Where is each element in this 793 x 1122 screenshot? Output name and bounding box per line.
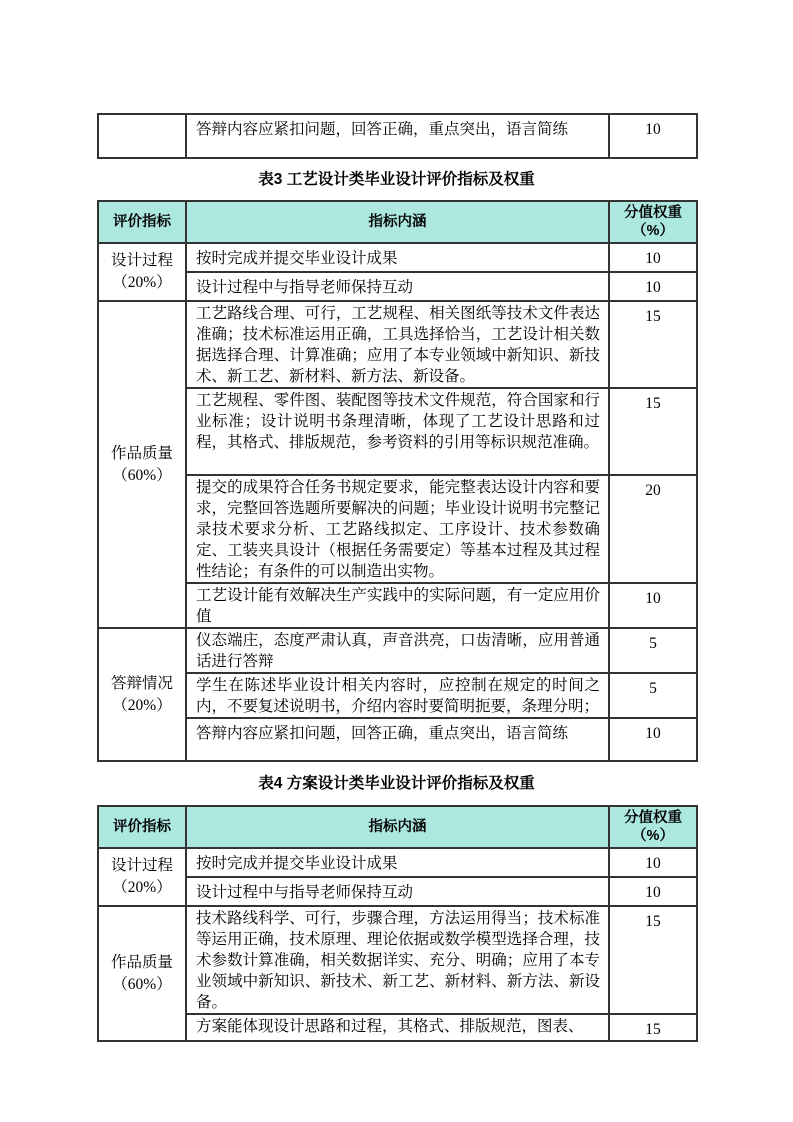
content-cell: 方案能体现设计思路和过程，其格式、排版规范，图表、 bbox=[186, 1014, 609, 1041]
content-cell: 工艺规程、零件图、装配图等技术文件规范，符合国家和行业标准；设计说明书条理清晰，体现了工艺设计思路和过程，其格式、排版规范，参考资料的引用等标识规范准确。 bbox=[186, 388, 609, 475]
table3-caption: 表3 工艺设计类毕业设计评价指标及权重 bbox=[258, 171, 535, 188]
group-label-work-quality bbox=[98, 906, 186, 1041]
content-cell: 学生在陈述毕业设计相关内容时，应控制在规定的时间之内，不要复述说明书，介绍内容时要简明扼要，条理分明； bbox=[186, 673, 609, 718]
weight-cell: 10 bbox=[609, 848, 697, 877]
header-content: 指标内涵 bbox=[186, 201, 609, 243]
content-cell: 答辩内容应紧扣问题，回答正确，重点突出，语言简练 bbox=[186, 718, 609, 761]
content-cell: 设计过程中与指导老师保持互动 bbox=[186, 877, 609, 906]
content-cell: 按时完成并提交毕业设计成果 bbox=[186, 848, 609, 877]
content-cell: 仪态端庄，态度严肃认真，声音洪亮，口齿清晰，应用普通话进行答辩 bbox=[186, 628, 609, 673]
weight-cell: 5 bbox=[609, 673, 697, 718]
content-cell: 技术路线科学、可行，步骤合理，方法运用得当；技术标准等运用正确，技术原理、理论依据或数学模型选择合理，技术参数计算准确，相关数据详实、充分、明确；应用了本专业领域中新知识、新技术、新工艺、新材料、新方法、新设备。 bbox=[186, 906, 609, 1014]
table-row bbox=[98, 906, 697, 1014]
table-row bbox=[98, 673, 697, 718]
header-weight bbox=[609, 201, 697, 243]
content-cell: 提交的成果符合任务书规定要求，能完整表达设计内容和要求，完整回答选题所要解决的问题；毕业设计说明书完整记录技术要求分析、工艺路线拟定、工序设计、技术参数确定、工装夹具设计（根据任务需要定）等基本过程及其过程性结论；有条件的可以制造出实物。 bbox=[186, 475, 609, 583]
table-row bbox=[98, 877, 697, 906]
group-label-work-quality bbox=[98, 301, 186, 628]
group-label-design-process bbox=[98, 848, 186, 906]
header-row bbox=[98, 201, 697, 243]
document-content bbox=[97, 113, 696, 1042]
weight-cell: 10 bbox=[609, 583, 697, 628]
header-indicator: 评价指标 bbox=[98, 806, 186, 848]
table-row bbox=[98, 1014, 697, 1041]
table-row bbox=[98, 243, 697, 272]
content-cell: 工艺路线合理、可行，工艺规程、相关图纸等技术文件表达准确；技术标准运用正确，工具选择恰当，工艺设计相关数据选择合理、计算准确；应用了本专业领域中新知识、新技术、新工艺、新材料、新方法、新设备。 bbox=[186, 301, 609, 388]
group-label-defense bbox=[98, 628, 186, 761]
table-row bbox=[98, 718, 697, 761]
indicator-cell-empty bbox=[98, 114, 186, 158]
weight-cell: 10 bbox=[609, 243, 697, 272]
group-label-percent: （20%） bbox=[112, 879, 172, 896]
group-label-percent: （60%） bbox=[112, 466, 172, 484]
weight-cell: 15 bbox=[609, 1014, 697, 1041]
weight-cell: 15 bbox=[609, 906, 697, 1014]
group-label-text: 设计过程 bbox=[110, 857, 173, 874]
header-weight bbox=[609, 806, 697, 848]
table-row bbox=[98, 114, 697, 158]
content-cell: 工艺设计能有效解决生产实践中的实际问题，有一定应用价值 bbox=[186, 583, 609, 628]
table-row bbox=[98, 848, 697, 877]
weight-cell: 10 bbox=[609, 718, 697, 761]
header-indicator: 评价指标 bbox=[98, 201, 186, 243]
content-cell: 设计过程中与指导老师保持互动 bbox=[186, 272, 609, 301]
table-row bbox=[98, 583, 697, 628]
group-label-design-process bbox=[98, 243, 186, 301]
table-row bbox=[98, 628, 697, 673]
weight-cell: 15 bbox=[609, 388, 697, 475]
content-cell: 按时完成并提交毕业设计成果 bbox=[186, 243, 609, 272]
header-weight-line2: （%） bbox=[632, 223, 674, 239]
table-row bbox=[98, 388, 697, 475]
header-weight-line2: （%） bbox=[632, 828, 674, 844]
table-row bbox=[98, 272, 697, 301]
group-label-percent: （60%） bbox=[112, 975, 172, 993]
header-weight-line1: 分值权重 bbox=[624, 205, 682, 221]
group-label-percent: （20%） bbox=[112, 274, 172, 291]
weight-cell: 10 bbox=[609, 114, 697, 158]
weight-cell: 5 bbox=[609, 628, 697, 673]
weight-cell: 20 bbox=[609, 475, 697, 583]
group-label-text: 设计过程 bbox=[110, 252, 173, 269]
weight-cell: 10 bbox=[609, 877, 697, 906]
header-content: 指标内涵 bbox=[186, 806, 609, 848]
group-label-text: 答辩情况 bbox=[110, 674, 173, 692]
header-row bbox=[98, 806, 697, 848]
group-label-text: 作品质量 bbox=[110, 953, 173, 971]
weight-cell: 10 bbox=[609, 272, 697, 301]
table4-caption: 表4 方案设计类毕业设计评价指标及权重 bbox=[258, 775, 535, 792]
weight-cell: 15 bbox=[609, 301, 697, 388]
table2-continuation-fragment bbox=[97, 113, 698, 159]
table-row bbox=[98, 301, 697, 388]
table3 bbox=[97, 200, 698, 762]
table4 bbox=[97, 805, 698, 1042]
table-row bbox=[98, 475, 697, 583]
group-label-text: 作品质量 bbox=[110, 444, 173, 462]
group-label-percent: （20%） bbox=[112, 696, 172, 714]
content-cell: 答辩内容应紧扣问题，回答正确，重点突出，语言简练 bbox=[186, 114, 609, 158]
header-weight-line1: 分值权重 bbox=[624, 810, 682, 826]
